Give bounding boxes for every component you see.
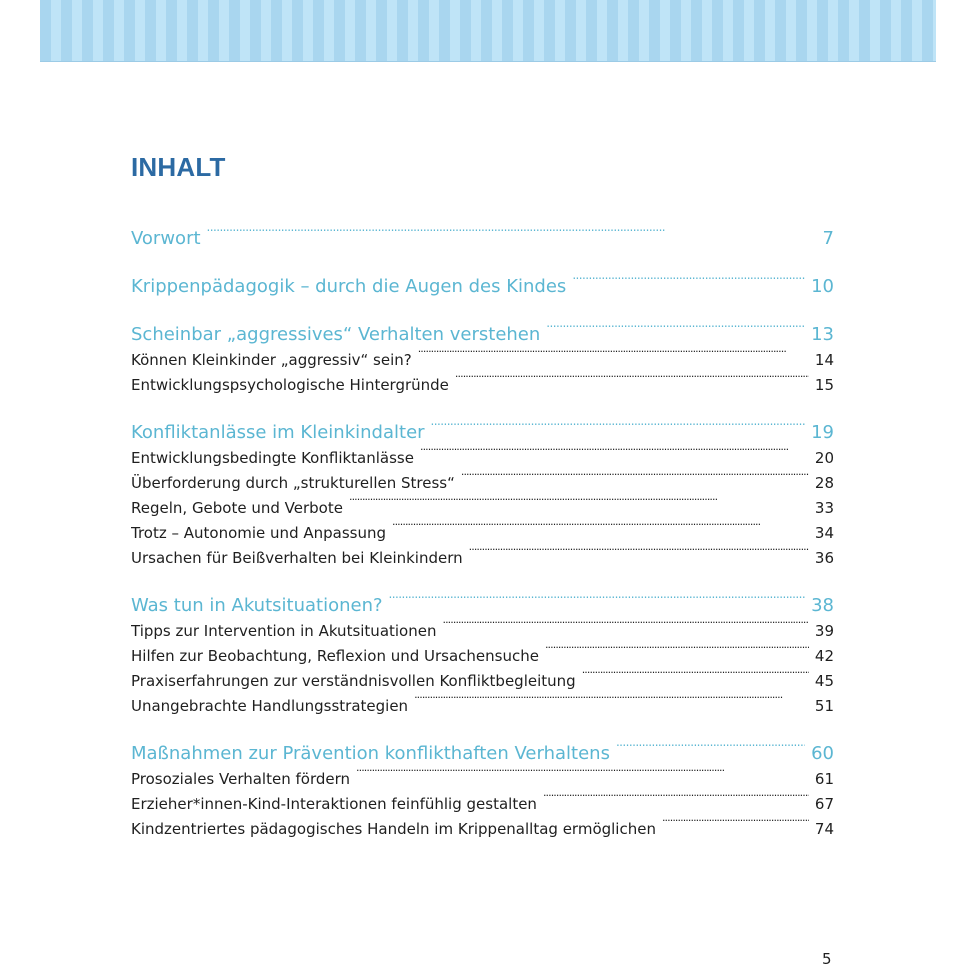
- dot-leader: [431, 420, 806, 438]
- toc-chapter[interactable]: [131, 274, 834, 300]
- toc-page-number: 67: [814, 795, 834, 813]
- toc-subentry[interactable]: [131, 546, 834, 571]
- toc-subentry[interactable]: [131, 373, 834, 398]
- dot-leader: [543, 794, 809, 809]
- toc-chapter-label: Scheinbar „aggressives“ Verhalten verstehen: [131, 324, 541, 345]
- toc-page-number: 36: [814, 549, 834, 567]
- toc-page-number: 10: [811, 276, 834, 297]
- toc-subentry[interactable]: [131, 644, 834, 669]
- toc-chapter-label: Was tun in Akutsituationen?: [131, 595, 383, 616]
- dot-leader: [545, 646, 809, 661]
- toc-page-number: 45: [814, 672, 834, 690]
- dot-leader: [469, 548, 809, 563]
- toc-subentry[interactable]: [131, 619, 834, 644]
- toc-chapter-label: Konfliktanlässe im Kleinkindalter: [131, 422, 425, 443]
- toc-subentry[interactable]: [131, 521, 834, 546]
- page-title: INHALT: [131, 152, 226, 182]
- dot-leader: [418, 350, 809, 365]
- toc-subentry-label: Prosoziales Verhalten fördern: [131, 770, 351, 788]
- toc-page-number: 14: [814, 351, 834, 369]
- footer-page-number: 5: [822, 950, 832, 968]
- toc-page-number: 74: [814, 820, 834, 838]
- toc-subentry[interactable]: [131, 792, 834, 817]
- dot-leader: [356, 769, 809, 784]
- toc-page-number: 20: [814, 449, 834, 467]
- toc-subentry[interactable]: [131, 471, 834, 496]
- toc-subentry-label: Entwicklungsbedingte Konfliktanlässe: [131, 449, 414, 467]
- toc-subentry-label: Überforderung durch „strukturellen Stress“: [131, 474, 455, 492]
- toc-subentry-label: Unangebrachte Handlungsstrategien: [131, 697, 409, 715]
- toc-page-number: 13: [811, 324, 834, 345]
- dot-leader: [414, 696, 809, 711]
- dot-leader: [546, 322, 805, 340]
- toc-chapter-label: Krippenpädagogik – durch die Augen des Kindes: [131, 276, 567, 297]
- toc-page-number: 28: [814, 474, 834, 492]
- toc-page-number: 15: [814, 376, 834, 394]
- toc-group-vorwort: [131, 226, 834, 252]
- toc-subentry[interactable]: [131, 446, 834, 471]
- toc-page-number: 33: [814, 499, 834, 517]
- toc-group-krippenpaedagogik: [131, 274, 834, 300]
- toc-group-verhalten-verstehen: [131, 322, 834, 398]
- dot-leader: [662, 819, 809, 834]
- toc-page-number: 7: [822, 228, 834, 249]
- toc-group-akutsituationen: [131, 593, 834, 719]
- toc-subentry-label: Entwicklungspsychologische Hintergründe: [131, 376, 449, 394]
- toc-chapter[interactable]: [131, 741, 834, 767]
- toc-subentry-label: Erzieher*innen-Kind-Interaktionen feinfühlig gestalten: [131, 795, 537, 813]
- toc-chapter[interactable]: [131, 420, 834, 446]
- toc-subentry[interactable]: [131, 694, 834, 719]
- dot-leader: [420, 448, 809, 463]
- dot-leader: [461, 473, 809, 488]
- toc-page-number: 34: [814, 524, 834, 542]
- dot-leader: [207, 226, 817, 244]
- header-stripe-band: [40, 0, 936, 62]
- toc-chapter[interactable]: [131, 322, 834, 348]
- dot-leader: [349, 498, 809, 513]
- toc-group-konfliktanlaesse: [131, 420, 834, 571]
- toc-subentry[interactable]: [131, 348, 834, 373]
- toc-subentry[interactable]: [131, 767, 834, 792]
- dot-leader: [572, 274, 805, 292]
- toc-subentry[interactable]: [131, 669, 834, 694]
- toc-subentry-label: Kindzentriertes pädagogisches Handeln im Krippenalltag ermöglichen: [131, 820, 656, 838]
- dot-leader: [442, 621, 808, 636]
- toc-subentry[interactable]: [131, 496, 834, 521]
- toc-subentry-label: Hilfen zur Beobachtung, Reflexion und Ursachensuche: [131, 647, 539, 665]
- toc-subentry-label: Tipps zur Intervention in Akutsituationen: [131, 622, 437, 640]
- toc-subentry-label: Regeln, Gebote und Verbote: [131, 499, 343, 517]
- toc-subentry[interactable]: [131, 817, 834, 842]
- toc-page-number: 39: [814, 622, 834, 640]
- toc-chapter[interactable]: [131, 226, 834, 252]
- toc-chapter-label: Vorwort: [131, 228, 201, 249]
- toc-group-praevention: [131, 741, 834, 842]
- toc-page-number: 51: [814, 697, 834, 715]
- toc-subentry-label: Trotz – Autonomie und Anpassung: [131, 524, 386, 542]
- dot-leader: [616, 741, 805, 759]
- dot-leader: [389, 593, 806, 611]
- toc-subentry-label: Ursachen für Beißverhalten bei Kleinkindern: [131, 549, 463, 567]
- toc-page-number: 60: [811, 743, 834, 764]
- toc-page-number: 19: [811, 422, 834, 443]
- toc-subentry-label: Können Kleinkinder „aggressiv“ sein?: [131, 351, 412, 369]
- table-of-contents: [131, 226, 834, 864]
- toc-page-number: 61: [814, 770, 834, 788]
- toc-page-number: 38: [811, 595, 834, 616]
- toc-subentry-label: Praxiserfahrungen zur verständnisvollen Konfliktbegleitung: [131, 672, 576, 690]
- toc-chapter[interactable]: [131, 593, 834, 619]
- dot-leader: [392, 523, 809, 538]
- toc-chapter-label: Maßnahmen zur Prävention konflikthaften Verhaltens: [131, 743, 610, 764]
- toc-page-number: 42: [814, 647, 834, 665]
- dot-leader: [582, 671, 809, 686]
- dot-leader: [455, 375, 809, 390]
